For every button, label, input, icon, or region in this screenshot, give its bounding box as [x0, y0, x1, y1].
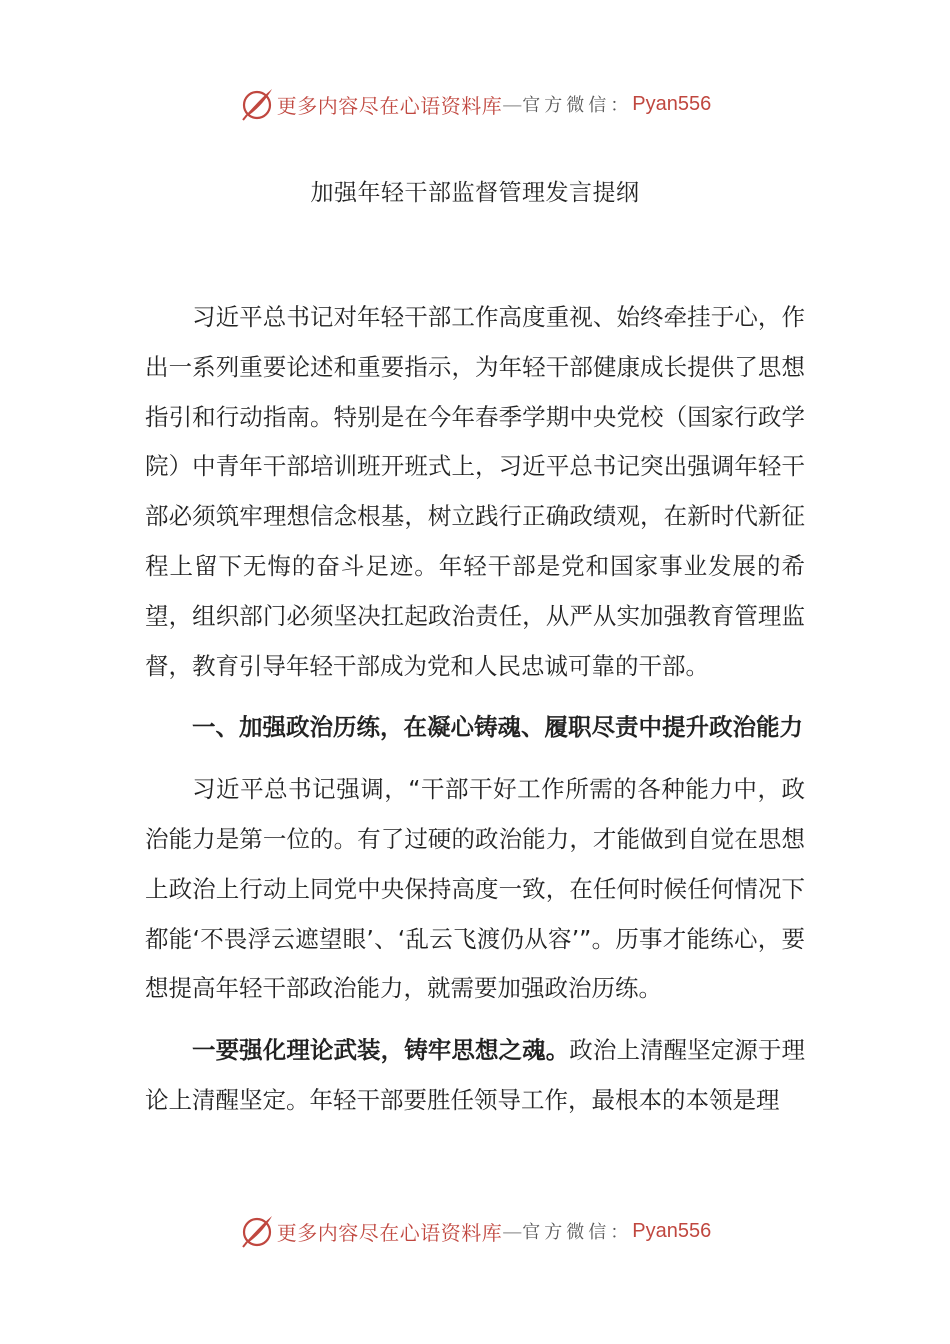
- watermark-wechat-label: 官方微信：: [522, 1222, 633, 1243]
- paragraph-political-ability: 习近平总书记强调，“干部干好工作所需的各种能力中，政治能力是第一位的。有了过硬的政治能力，才能做到自觉在思想上政治上行动上同党中央保持高度一致，在任何时候任何情况下都能‘不畏浮云遮望眼’、‘乱云飞渡仍从容’”。历事才能练心，要想提高年轻干部政治能力，就需要加强政治历练。: [145, 775, 805, 1003]
- paragraph-intro: 习近平总书记对年轻干部工作高度重视、始终牵挂于心，作出一系列重要论述和重要指示，为年轻干部健康成长提供了思想指引和行动指南。特别是在今年春季学期中央党校（国家行政学院）中青年干部培训班开班式上，习近平总书记突出强调年轻干部必须筑牢理想信念根基，树立践行正确政绩观，在新时代新征程上留下无悔的奋斗足迹。年轻干部是党和国家事业发展的希望，组织部门必须坚决扛起政治责任，从严从实加强教育管理监督，教育引导年轻干部成为党和人民忠诚可靠的干部。: [145, 303, 805, 680]
- watermark-banner-bottom: [0, 1209, 950, 1253]
- watermark-wechat-id: Pyan556: [632, 92, 712, 115]
- watermark-wechat-label: 官方微信：: [522, 95, 633, 116]
- paragraph-point-1: [145, 1026, 805, 1126]
- quill-pen-logo-icon: [239, 1213, 275, 1249]
- watermark-dash: —: [502, 92, 523, 116]
- section-heading-1: 一、加强政治历练，在凝心铸魂、履职尽责中提升政治能力: [192, 713, 803, 742]
- document-body: [145, 293, 805, 1126]
- quill-pen-logo-icon: [239, 86, 275, 122]
- watermark-slogan: 更多内容尽在心语资料库: [276, 1220, 503, 1245]
- watermark-dash: —: [502, 1219, 523, 1243]
- point-1-text: 政治上清醒坚定源于理论上清醒坚定。年轻干部要胜任领导工作，最根本的本领是理: [145, 1036, 806, 1114]
- document-title: 加强年轻干部监督管理发言提纲: [310, 180, 640, 206]
- point-1-lead: 一要强化理论武装，铸牢思想之魂。: [192, 1036, 570, 1065]
- watermark-banner-top: [0, 82, 950, 126]
- watermark-wechat-id: Pyan556: [632, 1219, 712, 1242]
- watermark-slogan: 更多内容尽在心语资料库: [276, 93, 503, 118]
